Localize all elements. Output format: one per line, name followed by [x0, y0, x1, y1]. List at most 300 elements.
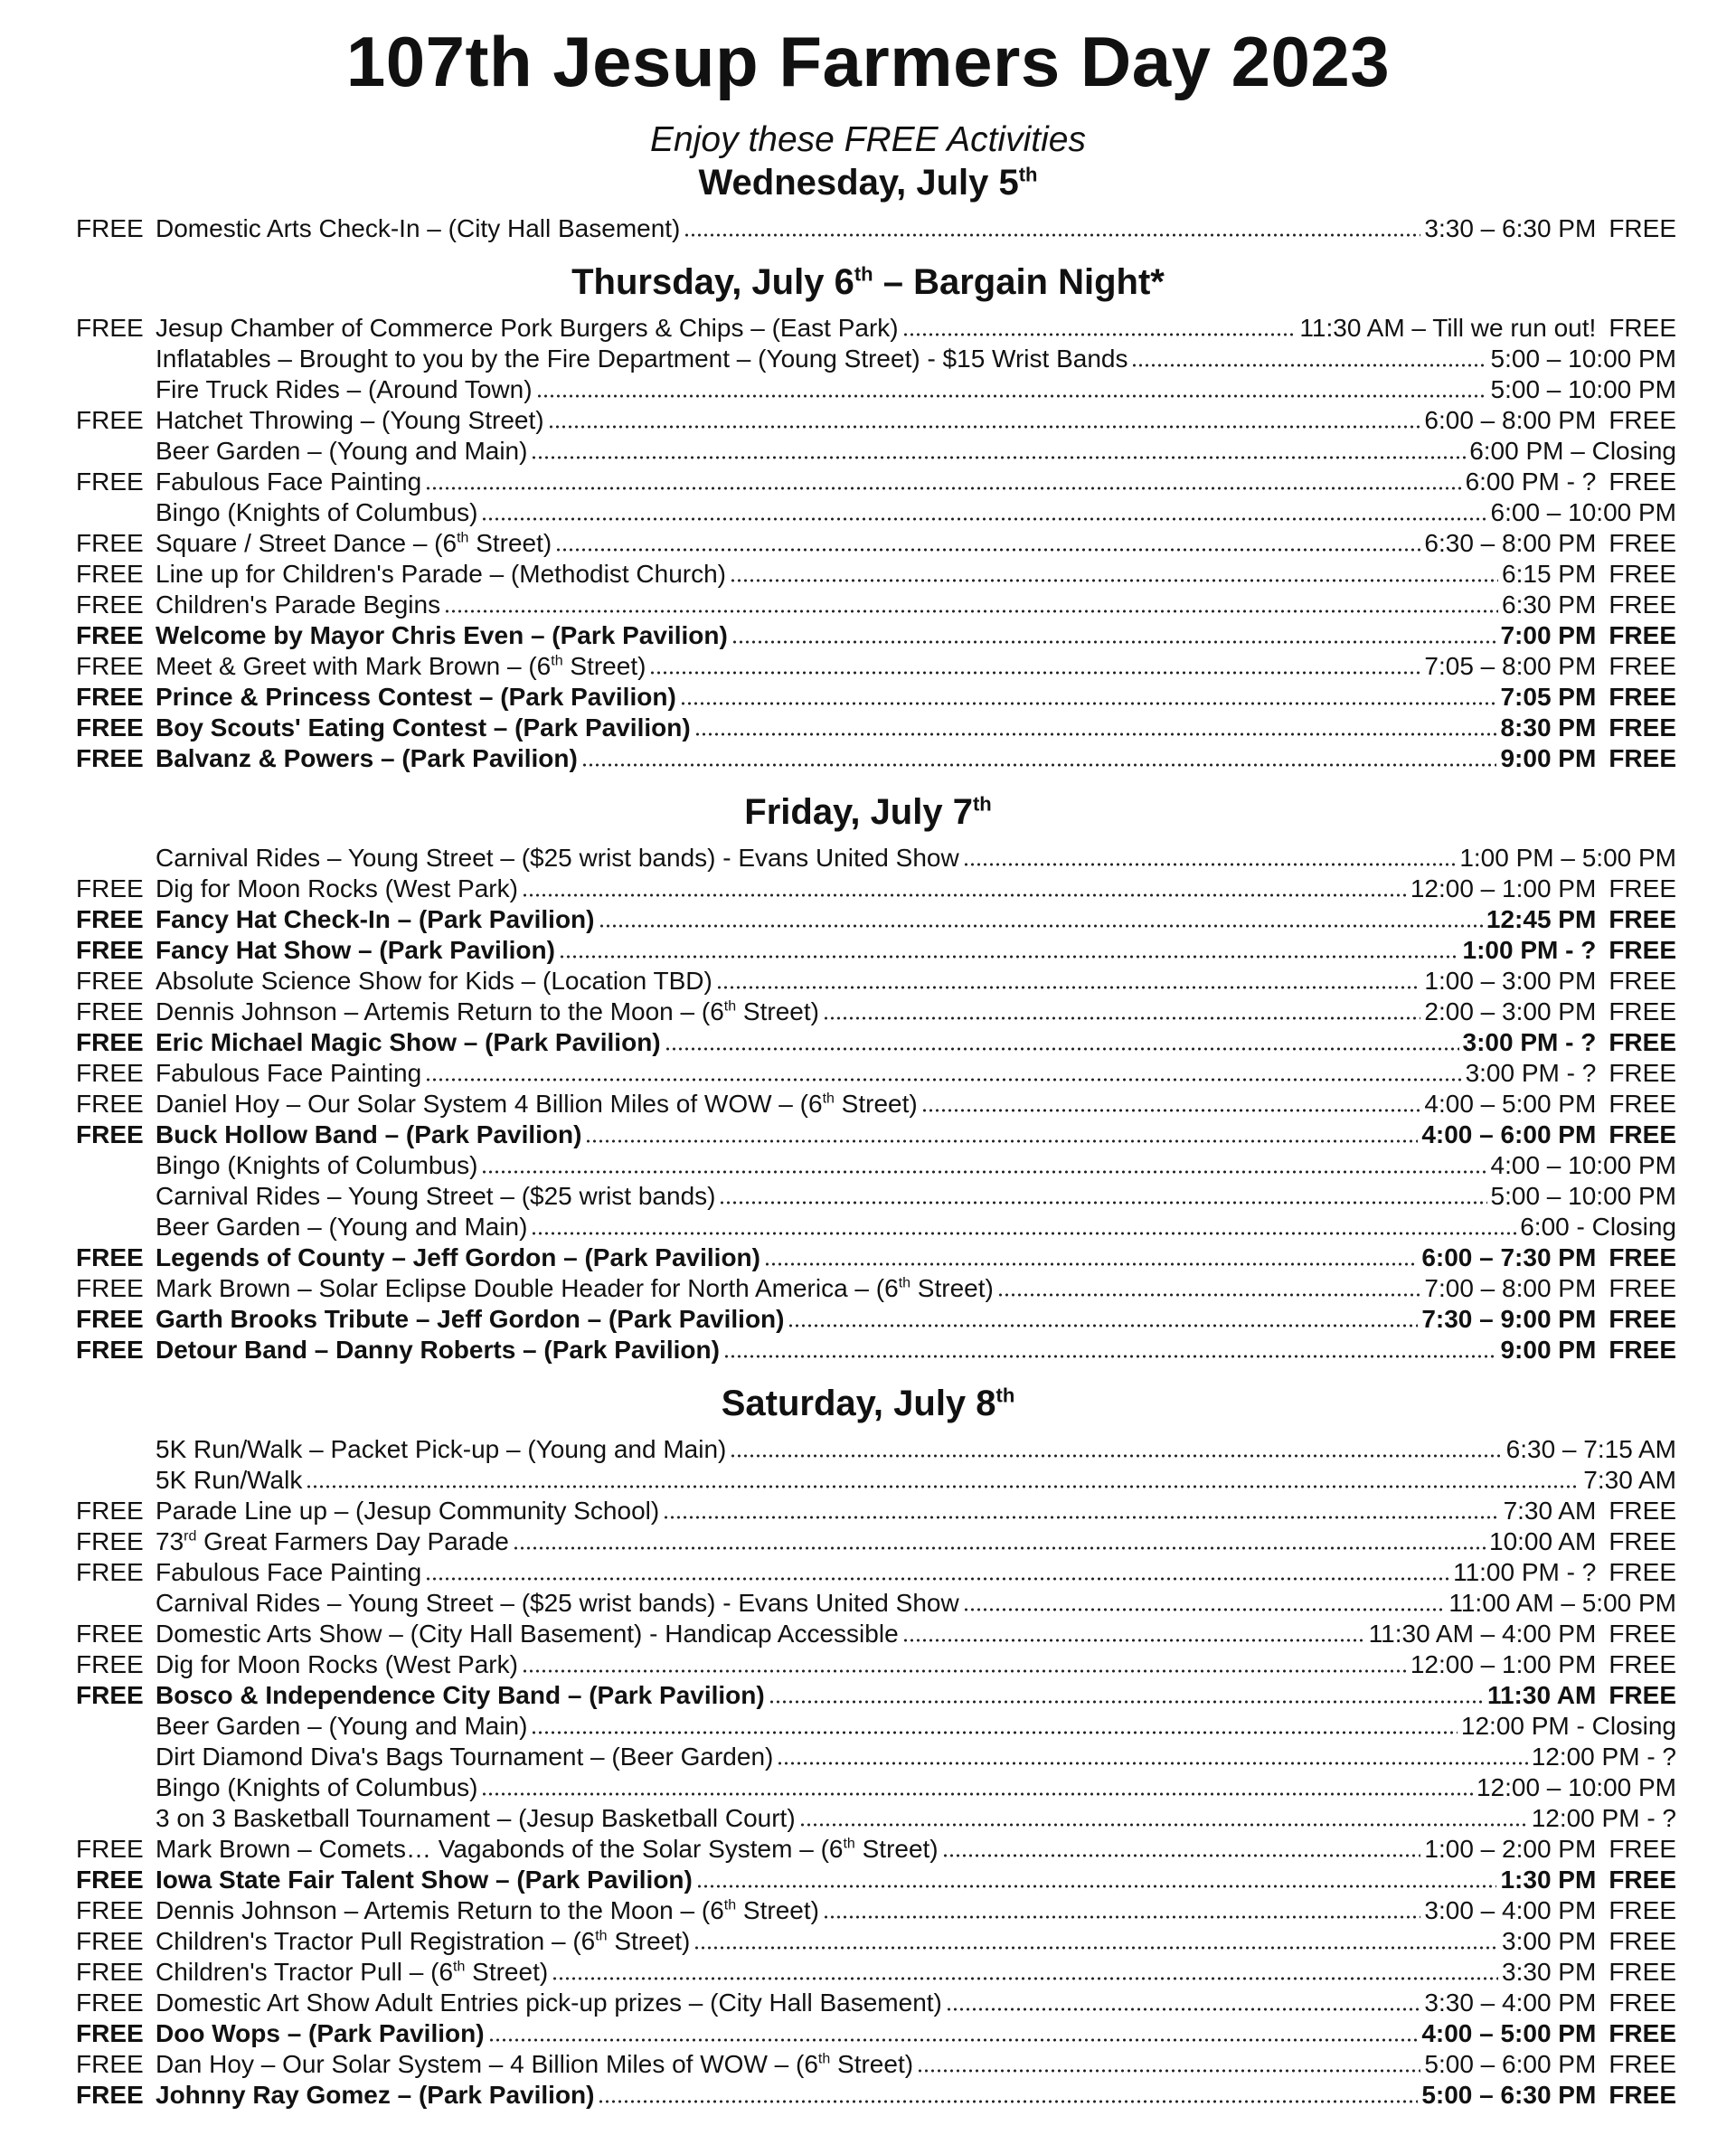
ordinal-suffix: th: [453, 1959, 466, 1975]
dot-leader: [531, 1730, 1457, 1735]
schedule-row: [76, 1619, 1676, 1649]
event-name: [156, 1434, 726, 1465]
free-prefix: FREE: [76, 590, 144, 619]
dot-leader: [598, 2099, 1418, 2104]
schedule-row: [76, 1304, 1676, 1335]
event-name: [156, 467, 421, 497]
free-suffix: FREE: [1609, 529, 1676, 557]
schedule-row: [76, 344, 1676, 374]
event-time: 5:00 – 10:00 PM: [1490, 1182, 1676, 1210]
dot-leader: [921, 1108, 1421, 1113]
event-name: [156, 497, 477, 528]
event-time: 6:00 PM – Closing: [1469, 437, 1676, 465]
event-name: [156, 405, 544, 436]
schedule-row: [76, 843, 1676, 874]
event-text: Johnny Ray Gomez – (Park Pavilion): [156, 2081, 595, 2109]
free-prefix: FREE: [76, 1620, 144, 1648]
free-prefix: FREE: [76, 314, 144, 342]
event-text: Fabulous Face Painting: [156, 468, 422, 496]
day-header-friday: Friday, July 7th: [744, 792, 992, 832]
dot-leader: [425, 486, 1461, 491]
dot-leader: [488, 2037, 1419, 2043]
free-prefix: FREE: [76, 1120, 144, 1148]
event-time: 5:00 – 10:00 PM: [1490, 345, 1676, 373]
event-text: Carnival Rides – Young Street – ($25 wrist bands) - Evans United Show: [156, 844, 959, 872]
event-name: [156, 1304, 784, 1335]
schedule-row: [76, 374, 1676, 405]
free-prefix: FREE: [76, 1274, 144, 1302]
event-name: [156, 2018, 485, 2049]
dot-leader: [680, 701, 1497, 706]
schedule-row: [76, 874, 1676, 904]
free-suffix: FREE: [1609, 1958, 1676, 1986]
schedule-row: [76, 213, 1676, 244]
event-time: 7:30 – 9:00 PM: [1421, 1305, 1597, 1333]
event-time: 12:00 PM - ?: [1531, 1743, 1676, 1771]
dot-leader: [788, 1323, 1418, 1328]
dot-leader: [1131, 363, 1486, 368]
event-time: 11:00 PM - ?: [1453, 1558, 1597, 1586]
event-time: 7:05 – 8:00 PM: [1424, 652, 1597, 680]
event-text: Bingo (Knights of Columbus): [156, 1151, 478, 1179]
event-name: [156, 1181, 715, 1212]
schedule-row: [76, 2049, 1676, 2080]
free-suffix: FREE: [1609, 1497, 1676, 1525]
schedule-row: [76, 2080, 1676, 2111]
event-text: Beer Garden – (Young and Main): [156, 1712, 528, 1740]
free-suffix: FREE: [1609, 683, 1676, 711]
ordinal-suffix: th: [822, 1091, 835, 1107]
dot-leader: [719, 1200, 1486, 1205]
schedule-row: [76, 2018, 1676, 2049]
schedule-row: [76, 1711, 1676, 1742]
event-name: [156, 313, 899, 344]
event-name: [156, 904, 595, 935]
free-suffix: FREE: [1609, 560, 1676, 588]
free-suffix: FREE: [1609, 874, 1676, 902]
schedule-row: [76, 935, 1676, 966]
dot-leader: [481, 516, 1486, 522]
event-name: [156, 1242, 760, 1273]
ordinal-suffix: th: [898, 1275, 911, 1291]
schedule-row: [76, 651, 1676, 682]
event-time: 3:00 PM: [1502, 1927, 1597, 1955]
event-text: Dennis Johnson – Artemis Return to the Moon – (6: [156, 997, 724, 1025]
day-header-saturday: Saturday, July 8th: [721, 1384, 1015, 1423]
day-header-wednesday: Wednesday, July 5th: [698, 163, 1038, 203]
free-suffix: FREE: [1609, 1558, 1676, 1586]
event-name: [156, 1273, 994, 1304]
event-text-after: Street): [854, 1835, 939, 1863]
event-text-after: Street): [834, 1090, 918, 1118]
event-time: 3:30 – 6:30 PM: [1424, 214, 1597, 242]
schedule-row: [76, 1895, 1676, 1926]
dot-leader: [942, 1853, 1421, 1858]
event-name: [156, 1120, 581, 1150]
event-name: [156, 1526, 509, 1557]
event-name: [156, 1496, 659, 1526]
free-prefix: FREE: [76, 683, 144, 711]
event-text: Bingo (Knights of Columbus): [156, 498, 478, 526]
event-time: 12:00 – 1:00 PM: [1410, 874, 1597, 902]
ordinal-suffix: th: [595, 1928, 608, 1944]
event-name: [156, 2080, 594, 2111]
free-suffix: FREE: [1609, 2081, 1676, 2109]
free-suffix: FREE: [1609, 713, 1676, 742]
event-text-after: Street): [830, 2050, 914, 2078]
free-prefix: FREE: [76, 621, 144, 649]
event-time: 7:30 AM: [1503, 1497, 1597, 1525]
schedule-row: [76, 1120, 1676, 1150]
event-name: [156, 1803, 796, 1834]
free-prefix: FREE: [76, 1305, 144, 1333]
event-time: 6:00 – 10:00 PM: [1490, 498, 1676, 526]
event-name: [156, 1089, 918, 1120]
free-suffix: FREE: [1609, 1989, 1676, 2017]
free-suffix: FREE: [1609, 590, 1676, 619]
dot-leader: [997, 1292, 1421, 1298]
event-time: 11:30 AM: [1486, 1681, 1597, 1709]
event-time: 8:30 PM: [1500, 713, 1597, 742]
event-text-after: Street): [736, 997, 819, 1025]
schedule-row: [76, 1526, 1676, 1557]
event-name: [156, 213, 680, 244]
event-text: Dennis Johnson – Artemis Return to the Moon – (6: [156, 1896, 724, 1924]
dot-leader: [730, 1453, 1502, 1459]
schedule-row: [76, 467, 1676, 497]
schedule-row: [76, 1588, 1676, 1619]
event-text-after: Great Farmers Day Parade: [196, 1527, 509, 1555]
schedule-row: [76, 904, 1676, 935]
event-time: 11:30 AM – 4:00 PM: [1368, 1620, 1597, 1648]
schedule-row: [76, 497, 1676, 528]
event-text: Absolute Science Show for Kids – (Location TBD): [156, 967, 712, 995]
schedule-row: [76, 1465, 1676, 1496]
free-suffix: FREE: [1609, 406, 1676, 434]
free-prefix: FREE: [76, 1059, 144, 1087]
free-prefix: FREE: [76, 529, 144, 557]
event-text: Jesup Chamber of Commerce Pork Burgers & Chips – (East Park): [156, 314, 899, 342]
free-suffix: FREE: [1609, 1927, 1676, 1955]
event-time: 1:00 PM – 5:00 PM: [1459, 844, 1676, 872]
event-time: 1:00 – 2:00 PM: [1424, 1835, 1597, 1863]
dot-leader: [764, 1261, 1418, 1267]
event-time: 5:00 – 6:30 PM: [1421, 2081, 1597, 2109]
day-header-thursday: Thursday, July 6th – Bargain Night*: [571, 262, 1165, 302]
event-time: 6:00 – 8:00 PM: [1424, 406, 1597, 434]
event-time: 3:00 – 4:00 PM: [1424, 1896, 1597, 1924]
dot-leader: [481, 1169, 1486, 1175]
dot-leader: [425, 1576, 1449, 1582]
event-name: [156, 344, 1127, 374]
event-time: 9:00 PM: [1500, 744, 1597, 772]
event-time: 7:00 – 8:00 PM: [1424, 1274, 1597, 1302]
free-prefix: FREE: [76, 1243, 144, 1271]
event-text: Dig for Moon Rocks (West Park): [156, 1650, 518, 1678]
event-name: [156, 590, 440, 620]
free-suffix: FREE: [1609, 1896, 1676, 1924]
page-title: 107th Jesup Farmers Day 2023: [345, 22, 1391, 101]
event-text: Fabulous Face Painting: [156, 1059, 422, 1087]
event-name: [156, 1465, 302, 1496]
schedule-row: [76, 1434, 1676, 1465]
event-name: [156, 843, 959, 874]
day-section-thursday: [0, 313, 1736, 774]
dot-leader: [663, 1515, 1499, 1520]
dot-leader: [665, 1046, 1459, 1052]
free-suffix: FREE: [1609, 1336, 1676, 1364]
event-time: 12:00 PM - ?: [1531, 1804, 1676, 1832]
event-text: Meet & Greet with Mark Brown – (6: [156, 652, 552, 680]
ordinal-suffix: th: [551, 653, 563, 669]
free-prefix: FREE: [76, 874, 144, 902]
event-name: [156, 935, 555, 966]
event-time: 5:00 – 10:00 PM: [1490, 375, 1676, 403]
free-prefix: FREE: [76, 905, 144, 933]
schedule-row: [76, 1772, 1676, 1803]
dot-leader: [902, 332, 1297, 337]
page-subtitle: Enjoy these FREE Activities: [650, 120, 1086, 159]
dot-leader: [823, 1016, 1420, 1021]
event-text: Line up for Children's Parade – (Methodist Church): [156, 560, 726, 588]
dot-leader: [425, 1077, 1461, 1082]
free-suffix: FREE: [1609, 2050, 1676, 2078]
free-suffix: FREE: [1609, 997, 1676, 1025]
dot-leader: [917, 2068, 1420, 2074]
free-suffix: FREE: [1609, 1090, 1676, 1118]
free-prefix: FREE: [76, 2019, 144, 2047]
event-time: 12:00 – 10:00 PM: [1476, 1773, 1676, 1801]
event-name: [156, 1742, 773, 1772]
schedule-row: [76, 1834, 1676, 1865]
dot-leader: [522, 893, 1407, 898]
free-prefix: FREE: [76, 1927, 144, 1955]
event-text: Boy Scouts' Eating Contest – (Park Pavilion): [156, 713, 691, 742]
event-text: Hatchet Throwing – (Young Street): [156, 406, 544, 434]
event-time: 7:00 PM: [1500, 621, 1597, 649]
dot-leader: [649, 670, 1420, 675]
free-prefix: FREE: [76, 560, 144, 588]
schedule-row: [76, 1150, 1676, 1181]
event-text: Fancy Hat Check-In – (Park Pavilion): [156, 905, 595, 933]
event-name: [156, 1027, 661, 1058]
dot-leader: [531, 1231, 1516, 1236]
event-time: 12:00 – 1:00 PM: [1410, 1650, 1597, 1678]
schedule-row: [76, 528, 1676, 559]
schedule-row: [76, 1027, 1676, 1058]
event-time: 2:00 – 3:00 PM: [1424, 997, 1597, 1025]
event-text: Domestic Art Show Adult Entries pick-up prizes – (City Hall Basement): [156, 1989, 942, 2017]
free-suffix: FREE: [1609, 936, 1676, 964]
ordinal-suffix: th: [843, 1836, 855, 1852]
event-name: [156, 1834, 939, 1865]
free-prefix: FREE: [76, 2081, 144, 2109]
event-time: 6:00 - Closing: [1520, 1213, 1676, 1241]
free-prefix: FREE: [76, 1336, 144, 1364]
event-text: Welcome by Mayor Chris Even – (Park Pavilion): [156, 621, 728, 649]
event-time: 7:30 AM: [1583, 1466, 1676, 1494]
event-text: Children's Parade Begins: [156, 590, 441, 619]
event-text: Fancy Hat Show – (Park Pavilion): [156, 936, 555, 964]
ordinal-suffix: th: [723, 1897, 737, 1913]
event-name: [156, 1150, 477, 1181]
event-text: Prince & Princess Contest – (Park Pavilion): [156, 683, 676, 711]
event-time: 4:00 – 5:00 PM: [1421, 2019, 1597, 2047]
schedule-row: [76, 1865, 1676, 1895]
schedule-row: [76, 1988, 1676, 2018]
schedule-row: [76, 1181, 1676, 1212]
event-name: [156, 528, 552, 559]
free-suffix: FREE: [1609, 905, 1676, 933]
schedule-row: [76, 313, 1676, 344]
dot-leader: [481, 1791, 1473, 1797]
event-text: Daniel Hoy – Our Solar System 4 Billion Miles of WOW – (6: [156, 1090, 823, 1118]
dot-leader: [963, 1607, 1446, 1612]
event-time: 4:00 – 5:00 PM: [1424, 1090, 1597, 1118]
event-time: 3:30 – 4:00 PM: [1424, 1989, 1597, 2017]
free-suffix: FREE: [1609, 1305, 1676, 1333]
event-text: Legends of County – Jeff Gordon – (Park Pavilion): [156, 1243, 760, 1271]
event-text: Dig for Moon Rocks (West Park): [156, 874, 518, 902]
dot-leader: [536, 393, 1487, 399]
schedule-row: [76, 1242, 1676, 1273]
free-suffix: FREE: [1609, 214, 1676, 242]
dot-leader: [730, 578, 1498, 583]
event-name: [156, 1865, 693, 1895]
dot-leader: [769, 1699, 1484, 1705]
event-text: Children's Tractor Pull Registration – (6: [156, 1927, 596, 1955]
schedule-row: [76, 590, 1676, 620]
dot-leader: [799, 1822, 1528, 1828]
dot-leader: [552, 1976, 1498, 1981]
free-suffix: FREE: [1609, 1620, 1676, 1648]
ordinal-suffix: th: [457, 530, 469, 546]
free-suffix: FREE: [1609, 1866, 1676, 1894]
event-time: 6:00 – 7:30 PM: [1421, 1243, 1597, 1271]
dot-leader: [716, 985, 1421, 990]
free-suffix: FREE: [1609, 652, 1676, 680]
event-time: 3:00 PM - ?: [1462, 1028, 1597, 1056]
free-prefix: FREE: [76, 967, 144, 995]
event-time: 12:00 PM - Closing: [1460, 1712, 1676, 1740]
dot-leader: [581, 762, 1497, 768]
event-name: [156, 1680, 765, 1711]
event-time: 1:00 PM - ?: [1462, 936, 1597, 964]
event-name: [156, 682, 676, 713]
event-text: Carnival Rides – Young Street – ($25 wrist bands): [156, 1182, 716, 1210]
event-text: Dirt Diamond Diva's Bags Tournament – (Beer Garden): [156, 1743, 774, 1771]
event-time: 9:00 PM: [1500, 1336, 1597, 1364]
schedule-row: [76, 1649, 1676, 1680]
event-text: Inflatables – Brought to you by the Fire Department – (Young Street) - $15 Wrist Bands: [156, 345, 1128, 373]
event-name: [156, 743, 578, 774]
event-time: 12:45 PM: [1486, 905, 1597, 933]
event-name: [156, 620, 728, 651]
schedule-row: [76, 966, 1676, 997]
event-text: Bingo (Knights of Columbus): [156, 1773, 478, 1801]
free-prefix: FREE: [76, 1090, 144, 1118]
dot-leader: [599, 923, 1483, 929]
schedule-row: [76, 743, 1676, 774]
schedule-row: [76, 1557, 1676, 1588]
event-name: [156, 1711, 527, 1742]
free-prefix: FREE: [76, 1835, 144, 1863]
day-section-saturday: [0, 1434, 1736, 2111]
event-text: Mark Brown – Comets… Vagabonds of the Solar System – (6: [156, 1835, 844, 1863]
dot-leader: [522, 1668, 1407, 1674]
event-name: [156, 1212, 527, 1242]
schedule-row: [76, 405, 1676, 436]
dot-leader: [531, 455, 1466, 460]
free-suffix: FREE: [1609, 1650, 1676, 1678]
dot-leader: [946, 2007, 1421, 2012]
event-name: [156, 1772, 477, 1803]
free-prefix: FREE: [76, 1866, 144, 1894]
free-prefix: FREE: [76, 1989, 144, 2017]
dot-leader: [777, 1761, 1527, 1766]
dot-leader: [684, 232, 1420, 238]
schedule-row: [76, 997, 1676, 1027]
event-name: [156, 436, 527, 467]
event-time: 7:05 PM: [1500, 683, 1597, 711]
event-text: Detour Band – Danny Roberts – (Park Pavilion): [156, 1336, 720, 1364]
event-text: Domestic Arts Show – (City Hall Basement) - Handicap Accessible: [156, 1620, 899, 1648]
event-text-after: Street): [736, 1896, 819, 1924]
free-prefix: FREE: [76, 1028, 144, 1056]
event-text: Beer Garden – (Young and Main): [156, 1213, 528, 1241]
free-prefix: FREE: [76, 713, 144, 742]
event-name: [156, 1335, 720, 1365]
event-name: [156, 1649, 518, 1680]
free-prefix: FREE: [76, 1650, 144, 1678]
schedule-row: [76, 1058, 1676, 1089]
dot-leader: [548, 424, 1421, 430]
schedule-row: [76, 1742, 1676, 1772]
event-text: Mark Brown – Solar Eclipse Double Header for North America – (6: [156, 1274, 899, 1302]
free-prefix: FREE: [76, 744, 144, 772]
event-name: [156, 997, 819, 1027]
dot-leader: [555, 547, 1420, 553]
event-text: 3 on 3 Basketball Tournament – (Jesup Basketball Court): [156, 1804, 796, 1832]
event-text: 73: [156, 1527, 184, 1555]
schedule-row: [76, 1273, 1676, 1304]
event-time: 11:30 AM – Till we run out!: [1299, 314, 1597, 342]
event-name: [156, 1058, 421, 1089]
event-time: 3:00 PM - ?: [1465, 1059, 1597, 1087]
schedule-row: [76, 713, 1676, 743]
free-prefix: FREE: [76, 1497, 144, 1525]
dot-leader: [963, 862, 1457, 867]
dot-leader: [731, 639, 1497, 645]
event-text: Iowa State Fair Talent Show – (Park Pavilion): [156, 1866, 693, 1894]
schedule-row: [76, 1212, 1676, 1242]
schedule-row: [76, 1926, 1676, 1957]
event-time: 10:00 AM: [1489, 1527, 1597, 1555]
schedule-row: [76, 1680, 1676, 1711]
dot-leader: [306, 1484, 1580, 1489]
free-prefix: FREE: [76, 997, 144, 1025]
event-text: Garth Brooks Tribute – Jeff Gordon – (Park Pavilion): [156, 1305, 785, 1333]
schedule-row: [76, 1089, 1676, 1120]
event-text: 5K Run/Walk – Packet Pick-up – (Young and Main): [156, 1435, 727, 1463]
event-text: Dan Hoy – Our Solar System – 4 Billion Miles of WOW – (6: [156, 2050, 818, 2078]
event-name: [156, 1957, 548, 1988]
schedule-row: [76, 436, 1676, 467]
event-name: [156, 2049, 913, 2080]
event-name: [156, 1619, 899, 1649]
event-name: [156, 966, 712, 997]
event-name: [156, 874, 518, 904]
